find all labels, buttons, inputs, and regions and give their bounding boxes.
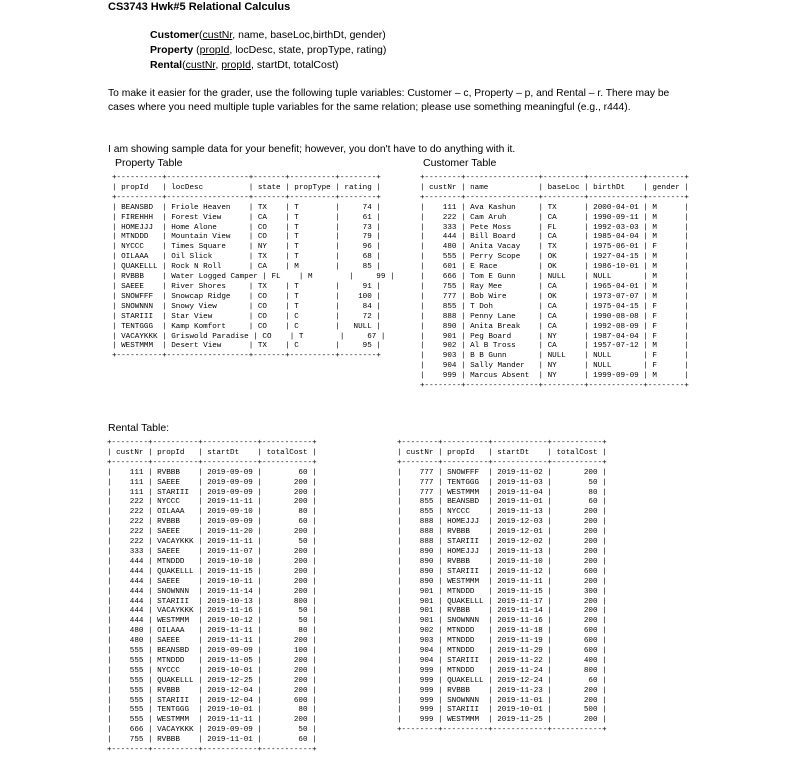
attribute-list: , startDt, totalCost) [250,59,339,71]
document-title: CS3743 Hwk#5 Relational Calculus [108,1,291,13]
schema-rental: Rental(custNr, propId, startDt, totalCost) [150,59,339,71]
attribute-list: , [215,59,222,71]
relation-name: Customer [150,29,200,41]
rental-table-left: +--------+----------+------------+-----------+ | custNr | propId | startDt | totalCost | +--------+----------+------------+-----------+ | 111 | RVBBB | 2019-09-09 | 60 | | 111 | SAEEE | 2019-09-09 | 200 | | 111 | STARIII | 2019-09-09 | 200 | | 222 | NYCCC | 2019-11-11 | 200 | | 222 | OILAAA | 2019-09-10 | 80 | | 222 | RVBBB | 2019-09-09 | 60 | | 222 | SAEEE | 2019-11-20 | 200 | | 222 | VACAYKKK | 2019-11-11 | 50 | | 333 | SAEEE | 2019-11-07 | 200 | | 444 | MTNDDD | 2019-10-10 | 200 | | 444 | QUAKELLL | 2019-11-15 | 200 | | 444 | SAEEE | 2019-10-11 | 200 | | 444 | SNOWNNN | 2019-11-14 | 200 | | 444 | STARIII | 2019-10-13 | 800 | | 444 | VACAYKKK | 2019-11-16 | 50 | | 444 | WESTMMM | 2019-10-12 | 50 | | 480 | OILAAA | 2019-11-11 | 80 | | 480 | SAEEE | 2019-11-11 | 200 | | 555 | BEANSBD | 2019-09-09 | 100 | | 555 | MTNDDD | 2019-11-05 | 200 | | 555 | NYCCC | 2019-10-01 | 200 | | 555 | QUAKELLL | 2019-12-25 | 200 | | 555 | RVBBB | 2019-12-04 | 200 | | 555 | STARIII | 2019-12-04 | 600 | | 555 | TENTGGG | 2019-10-01 | 80 | | 555 | WESTMMM | 2019-11-11 | 200 | | 666 | VACAYKKK | 2019-09-09 | 50 | | 755 | RVBBB | 2019-11-01 | 60 | +--------+----------+------------+-----------+ [107,439,317,755]
key-attribute: propId [199,44,230,56]
schema-property: Property (propId, locDesc, state, propType, rating) [150,44,387,56]
attribute-list: , name, baseLoc,birthDt, gender) [232,29,386,41]
rental-table-right: +--------+----------+------------+-----------+ | custNr | propId | startDt | totalCost | +--------+----------+------------+-----------+ | 777 | SNOWFFF | 2019-11-02 | 200 | | 777 | TENTGGG | 2019-11-03 | 50 | | 777 | WESTMMM | 2019-11-04 | 80 | | 855 | BEANSBD | 2019-11-01 | 60 | | 855 | NYCCC | 2019-11-13 | 200 | | 888 | HOMEJJJ | 2019-12-03 | 200 | | 888 | RVBBB | 2019-12-01 | 200 | | 888 | STARIII | 2019-12-02 | 200 | | 890 | HOMEJJJ | 2019-11-13 | 200 | | 890 | RVBBB | 2019-11-10 | 200 | | 890 | STARIII | 2019-11-12 | 600 | | 890 | WESTMMM | 2019-11-11 | 200 | | 901 | MTNDDD | 2019-11-15 | 300 | | 901 | QUAKELLL | 2019-11-17 | 200 | | 901 | RVBBB | 2019-11-14 | 200 | | 901 | SNOWNNN | 2019-11-16 | 200 | | 902 | MTNDDD | 2019-11-18 | 600 | | 903 | MTNDDD | 2019-11-19 | 600 | | 904 | MTNDDD | 2019-11-29 | 600 | | 904 | STARIII | 2019-11-22 | 400 | | 999 | MTNDDD | 2019-11-24 | 800 | | 999 | QUAKELLL | 2019-12-24 | 60 | | 999 | RVBBB | 2019-11-23 | 200 | | 999 | SNOWNNN | 2019-11-01 | 200 | | 999 | STARIII | 2019-10-01 | 500 | | 999 | WESTMMM | 2019-11-25 | 200 | +--------+----------+------------+-----------+ [397,439,607,735]
schema-customer: Customer(custNr, name, baseLoc,birthDt, gender) [150,29,386,41]
relation-name: Property [150,44,194,56]
sample-data-note: I am showing sample data for your benefit; however, you don't have to do anything with it. [108,144,516,155]
rental-table-caption: Rental Table: [108,422,170,434]
key-attribute: custNr [202,29,233,41]
relation-name: Rental [150,59,183,71]
customer-table: +--------+----------------+---------+------------+--------+ | custNr | name | baseLoc | birthDt | gender | +--------+----------------+---------+------------+--------+ | 111 | Ava Kashun | TX | 2000-04-01 | M | | 222 | Cam Aruh | CA | 1990-09-11 | M | | 333 | Pete Moss | FL | 1992-03-03 | M | | 444 | Bill Board | CA | 1985-04-04 | M | | 480 | Anita Vacay | TX | 1975-06-01 | F | | 555 | Perry Scope | OK | 1927-04-15 | M | | 601 | E Race | OK | 1986-10-01 | M | | 666 | Tom E Gunn | NULL | NULL | M | | 755 | Ray Mee | CA | 1965-04-01 | M | | 777 | Bob Wire | OK | 1973-07-07 | M | | 855 | T Doh | CA | 1975-04-15 | F | | 888 | Penny Lane | CA | 1990-08-08 | F | | 890 | Anita Break | CA | 1992-08-09 | F | | 901 | Peg Board | NY | 1987-04-04 | F | | 902 | Al B Tross | CA | 1957-07-12 | M | | 903 | B B Gunn | NULL | NULL | F | | 904 | Sally Mander | NY | NULL | F | | 999 | Marcus Absent | NY | 1999-09-09 | M | +--------+----------------+---------+------------+--------+ [420,174,689,391]
customer-table-caption: Customer Table [423,157,497,169]
key-attribute: custNr [185,59,216,71]
property-table-caption: Property Table [115,157,183,169]
key-attribute: propId [221,59,251,71]
property-table: +----------+------------------+-------+----------+--------+ | propId | locDesc | state | propType | rating | +----------+------------------+-------+----------+--------+ | BEANSBD | Friole Heaven | TX | T | 74 | | FIREHHH | Forest View | CA | T | 61 | | HOMEJJJ | Home Alone | CO | T | 73 | | MTNDDD | Mountain View | CO | T | 79 | | NYCCC | Times Square | NY | T | 96 | | OILAAA | Oil Slick | TX | T | 68 | | QUAKELLL | Rock N Roll | CA | M | 85 | | RVBBB | Water Logged Camper | FL | M | 99 | | SAEEE | River Shores | TX | T | 91 | | SNOWFFF | Snowcap Ridge | CO | T | 100 | | SNOWNNN | Snowy View | CO | T | 84 | | STARIII | Star View | CO | C | 72 | | TENTGGG | Kamp Komfort | CO | C | NULL | | VACAYKKK | Griswold Paradise | CO | T | 67 | | WESTMMM | Desert View | TX | C | 95 | +----------+------------------+-------+----------+--------+ [112,174,395,361]
instructions-paragraph: To make it easier for the grader, use the following tuple variables: Customer – c, Property – p, and Rental – r. There may be cases where you need multiple tuple variables for the same relation; please use something meaningful (e.g., r444). [108,88,670,113]
attribute-list: , locDesc, state, propType, rating) [229,44,387,56]
